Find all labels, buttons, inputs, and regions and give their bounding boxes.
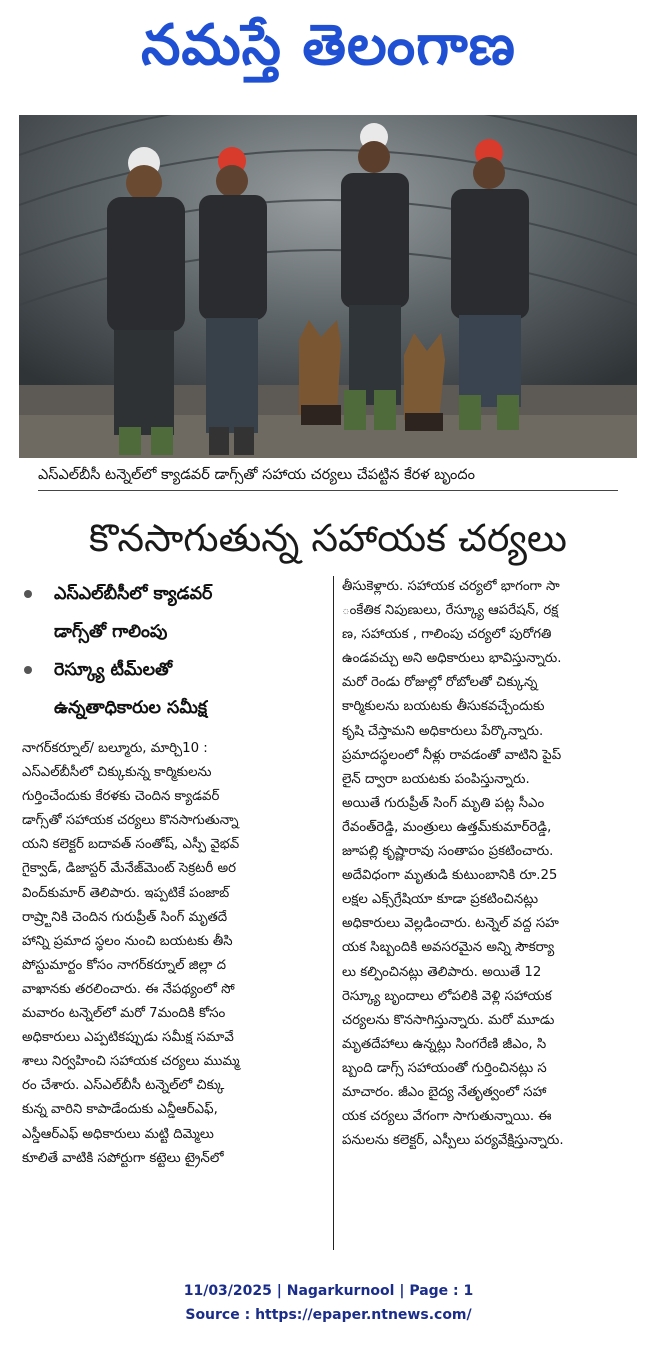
article-text-line: లు కల్పించినట్లు తెలిపారు. అయితే 12	[342, 964, 542, 980]
article-text-line: బ్బంది డాగ్స్ సహాయంతో గుర్తించినట్లు స	[342, 1060, 547, 1076]
article-body-right	[342, 575, 638, 1153]
footer-source: Source : https://epaper.ntnews.com/	[185, 1307, 472, 1323]
article-text-line: ఎస్‌ఎల్‌బీసీలో చిక్కుకున్న కార్మికులను	[22, 765, 212, 781]
bullet-dot-icon	[24, 666, 32, 674]
article-text-line: మాచారం. జీఎం బైద్య నేతృత్వంలో సహా	[342, 1084, 547, 1100]
bullet-line: రెస్క్యూ టీమ్‌లతో	[54, 660, 173, 680]
article-text-line: ఉండవచ్చు అని అధికారులు భావిస్తున్నారు.	[342, 651, 562, 667]
photo-caption: ఎస్‌ఎల్‌బీసీ టన్నెల్‌లో క్యాడవర్ డాగ్స్‌తో సహాయ చర్యలు చేపట్టిన కేరళ బృందం	[38, 460, 618, 491]
article-text-line: గుర్తించేందుకు కేరళకు చెందిన క్యాడవర్	[22, 789, 220, 805]
article-text-line: ంకేతిక నిపుణులు, రేస్క్యూ ఆపరేషన్, రక్ష	[342, 603, 559, 619]
article-text-line: కున్న వారిని కాపాడేందుకు ఎన్డీఆర్‌ఎఫ్,	[22, 1102, 218, 1118]
article-text-line: పోస్టుమార్టం కోసం నాగర్‌కర్నూల్ జిల్లా ద	[22, 957, 227, 973]
article-right-column	[342, 575, 638, 1153]
article-text-line: రాష్ర్టానికి చెందిన గురుప్రీత్ సింగ్ మృతదే	[22, 909, 228, 925]
article-text-line: ణ, సహాయక , గాలింపు చర్యలో పురోగతి	[342, 627, 552, 643]
article-text-line: వాఖానకు తరలించారు. ఈ నేపథ్యంలో సో	[22, 981, 235, 997]
article-text-line: లక్షల ఎక్స్‌గ్రేషియా కూడా ప్రకటించినట్లు	[342, 892, 539, 908]
bullet-line: ఉన్నతాధికారుల సమీక్ష	[54, 698, 207, 718]
article-text-line: మృతదేహాలు ఉన్నట్లు సింగరేణి జీఎం, సి	[342, 1036, 547, 1052]
masthead	[0, 0, 657, 95]
article-text-line: ప్రమాదస్థలంలో నీళ్లు రావడంతో వాటిని పైప్	[342, 747, 562, 763]
masthead-logo: నమస్తే తెలంగాణ	[141, 13, 516, 78]
article-text-line: హాన్ని ప్రమాద స్థలం నుంచి బయటకు తీసి	[22, 933, 233, 949]
article-text-line: కూలితే వాటికి సపోర్టుగా కట్టెలు ట్రైన్‌లో	[22, 1150, 224, 1166]
news-photo	[19, 115, 637, 458]
article-left-column	[22, 575, 322, 1171]
article-text-line: లైన్ ద్వారా బయటకు పంపిస్తున్నారు.	[342, 771, 530, 787]
article-text-line: రేవంత్‌రెడ్డి, మంత్రులు ఉత్తమ్‌కుమార్‌రెడ్డి,	[342, 819, 552, 835]
article-text-line: అధికారులు వెల్లడించారు. టన్నెల్ వద్ద సహ	[342, 916, 559, 932]
bullet-point	[22, 651, 322, 727]
bullet-line: ఎస్‌ఎల్‌బీసీలో క్యాడవర్	[54, 584, 213, 604]
article-text-line: డాగ్స్‌తో సహాయక చర్యలు కొనసాగుతున్నా	[22, 813, 239, 829]
bullet-dot-icon	[24, 590, 32, 598]
bullet-point	[22, 575, 322, 651]
article-text-line: వింద్‌కుమార్ తెలిపారు. ఇప్పటికే పంజాబ్	[22, 885, 230, 901]
article-text-line: అదేవిధంగా మృతుడి కుటుంబానికి రూ.25	[342, 868, 558, 884]
article-headline: కొనసాగుతున్న సహాయక చర్యలు	[89, 516, 567, 560]
article-text-line: జూపల్లి కృష్ణారావు సంతాపం ప్రకటించారు.	[342, 844, 554, 860]
article-text-line: తీసుకెళ్లారు. సహాయక చర్యలో భాగంగా సా	[342, 579, 560, 594]
bullet-line: డాగ్స్‌తో గాలింపు	[54, 622, 168, 642]
article-text-line: మరో రెండు రోజుల్లో రోబోలతో చిక్కున్న	[342, 675, 538, 691]
tunnel-rescue-team-photo	[19, 115, 637, 458]
article-text-line: ఎస్డీఆర్‌ఎఫ్ అధికారులు మట్టి దిమ్మెలు	[22, 1126, 214, 1142]
article-text-line: రం చేశారు. ఎస్‌ఎల్‌బీసీ టన్నెల్‌లో చిక్కు	[22, 1078, 225, 1094]
article-text-line: శాలు నిర్వహించి సహాయక చర్యలు ముమ్మ	[22, 1054, 240, 1070]
article-text-line: కార్మికులను బయటకు తీసుకవచ్చేందుకు	[342, 699, 545, 715]
article-text-line: గైక్వాడ్, డిజాస్టర్ మేనేజ్‌మెంట్ సెక్రటరీ అర	[22, 861, 237, 877]
article-body-left	[22, 737, 322, 1171]
article-text-line: కృషి చేస్తామని అధికారులు పేర్కొన్నారు.	[342, 723, 544, 739]
article-text-line: పనులను కలెక్టర్, ఎస్పీలు పర్యవేక్షిస్తున్నారు.	[342, 1133, 564, 1149]
dog-2	[404, 333, 445, 431]
article-text-line: యని కలెక్టర్ బదావత్ సంతోష్, ఎస్పీ వైభవ్	[22, 837, 240, 853]
column-divider	[333, 576, 334, 1250]
article-text-line: చర్యలను కొనసాగిస్తున్నారు. మరో మూడు	[342, 1012, 555, 1028]
footer-dateline: 11/03/2025 | Nagarkurnool | Page : 1	[183, 1283, 474, 1299]
dog-1	[299, 320, 341, 425]
article-text-line: నాగర్‌కర్నూల్/ బల్మూరు, మార్చి10 :	[22, 741, 208, 756]
article-text-line: మవారం టన్నెల్‌లో మరో 7మందికి కోసం	[22, 1006, 226, 1022]
article-text-line: రెస్క్యూ బృందాలు లోపలికి వెళ్లి సహాయక	[342, 988, 552, 1004]
article-text-line: అయితే గురుప్రీత్ సింగ్ మృతి పట్ల సీఎం	[342, 795, 545, 811]
article-text-line: అధికారులు ఎప్పటికప్పుడు సమీక్ష సమావే	[22, 1030, 234, 1046]
article-text-line: యక సిబ్బందికి అవసరమైన అన్ని సౌకర్యా	[342, 940, 555, 956]
article-text-line: యక చర్యలు వేగంగా సాగుతున్నాయి. ఈ	[342, 1109, 552, 1125]
